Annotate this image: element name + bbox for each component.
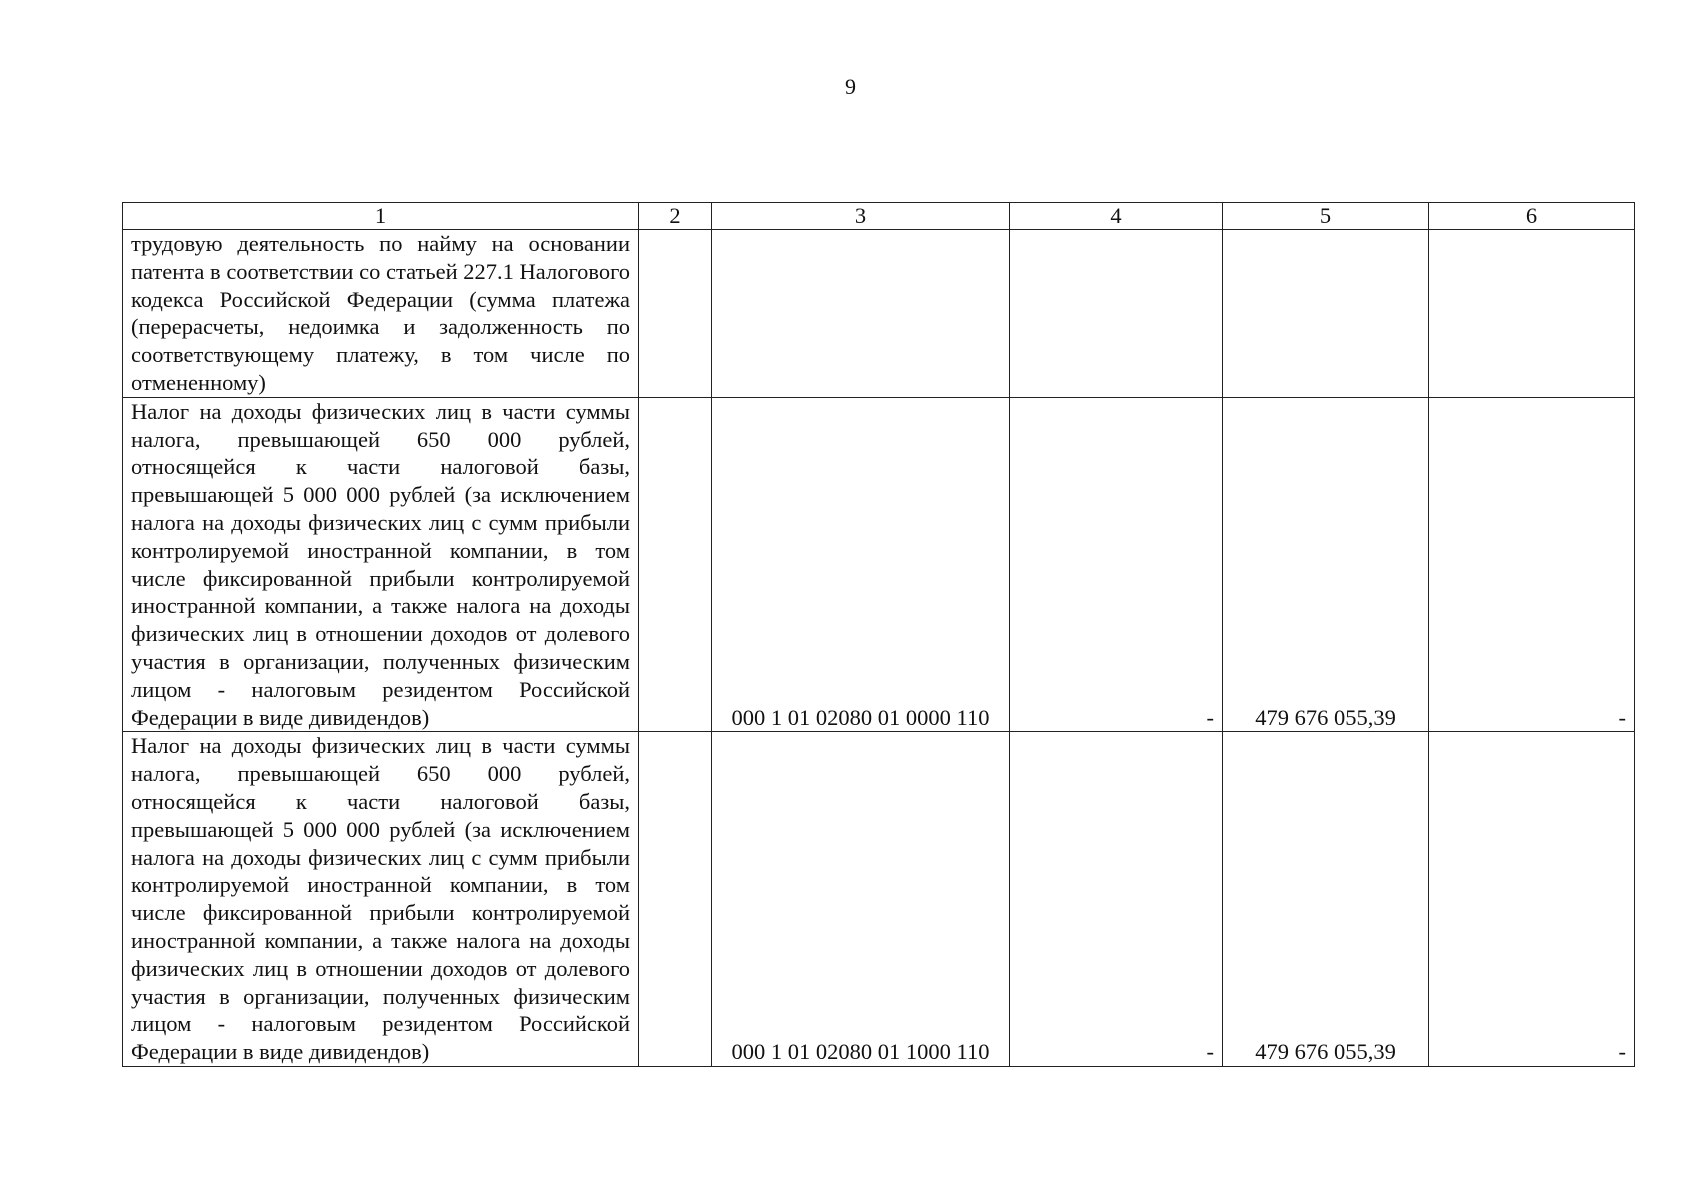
row-col-6: - — [1429, 397, 1635, 732]
row-name: Налог на доходы физических лиц в части суммы налога, превышающей 650 000 рублей, относящейся к части налоговой базы, превышающей 5 000 000 рублей (за исключением налога на доходы физических лиц с сумм прибыли контролируемой иностранной компании, в том числе фиксированной прибыли контролируемой иностранной компании, а также налога на доходы физических лиц в отношении доходов от долевого участия в организации, полученных физическим лицом - налоговым резидентом Российской Федерации в виде дивидендов) — [123, 732, 639, 1067]
header-col-6: 6 — [1429, 203, 1635, 230]
row-col-2 — [639, 230, 712, 398]
row-col-4: - — [1010, 732, 1223, 1067]
header-row — [123, 203, 1635, 230]
row-col-2 — [639, 397, 712, 732]
row-name: Налог на доходы физических лиц в части суммы налога, превышающей 650 000 рублей, относящейся к части налоговой базы, превышающей 5 000 000 рублей (за исключением налога на доходы физических лиц с сумм прибыли контролируемой иностранной компании, в том числе фиксированной прибыли контролируемой иностранной компании, а также налога на доходы физических лиц в отношении доходов от долевого участия в организации, полученных физическим лицом - налоговым резидентом Российской Федерации в виде дивидендов) — [123, 397, 639, 732]
row-code — [712, 230, 1010, 398]
row-col-6: - — [1429, 732, 1635, 1067]
header-col-2: 2 — [639, 203, 712, 230]
row-col-2 — [639, 732, 712, 1067]
header-col-5: 5 — [1223, 203, 1429, 230]
row-col-4 — [1010, 230, 1223, 398]
header-col-4: 4 — [1010, 203, 1223, 230]
row-amount — [1223, 230, 1429, 398]
row-col-4: - — [1010, 397, 1223, 732]
page-number: 9 — [845, 74, 856, 99]
row-amount: 479 676 055,39 — [1223, 732, 1429, 1067]
header-col-3: 3 — [712, 203, 1010, 230]
row-col-6 — [1429, 230, 1635, 398]
row-name: трудовую деятельность по найму на основании патента в соответствии со статьей 227.1 Налогового кодекса Российской Федерации (сумма платежа (перерасчеты, недоимка и задолженность по соответствующему платежу, в том числе по отмененному) — [123, 230, 639, 398]
row-code: 000 1 01 02080 01 0000 110 — [712, 397, 1010, 732]
header-col-1: 1 — [123, 203, 639, 230]
row-amount: 479 676 055,39 — [1223, 397, 1429, 732]
table-row — [123, 397, 1635, 732]
table-row — [123, 732, 1635, 1067]
row-code: 000 1 01 02080 01 1000 110 — [712, 732, 1010, 1067]
budget-table — [122, 202, 1635, 1067]
table-row — [123, 230, 1635, 398]
